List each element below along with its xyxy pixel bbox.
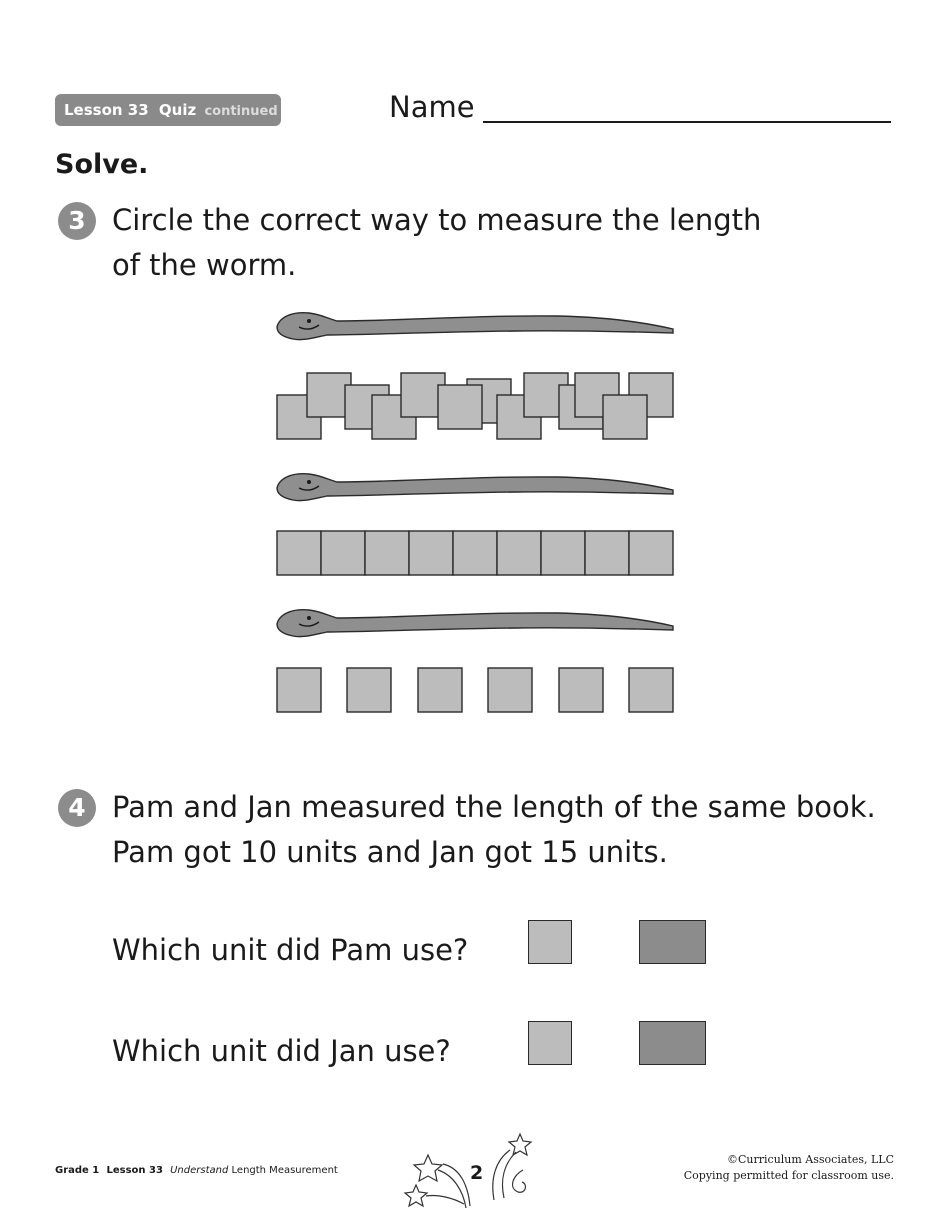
ask-jan: Which unit did Jan use? [112, 1034, 451, 1068]
unit-square [629, 668, 673, 712]
copyright-line: ©Curriculum Associates, LLC [727, 1153, 894, 1166]
choice-c-spaced-units[interactable] [277, 610, 673, 712]
choice-b-end-to-end-units[interactable] [277, 474, 673, 575]
quiz-label: Quiz [158, 101, 197, 119]
unit-square [277, 531, 321, 575]
unit-square [559, 668, 603, 712]
continued-label: continued [204, 104, 278, 119]
unit-square [409, 531, 453, 575]
question-4-line-2: Pam got 10 units and Jan got 15 units. [112, 835, 668, 869]
question-3-line-1: Circle the correct way to measure the length [112, 203, 762, 237]
pam-big-unit-choice[interactable] [639, 920, 706, 964]
question-3-line-2: of the worm. [112, 248, 297, 282]
name-label: Name [389, 90, 475, 124]
footer-topic: Length Measurement [231, 1165, 338, 1176]
unit-square [365, 531, 409, 575]
question-number-4: 4 [58, 789, 96, 827]
unit-square [418, 668, 462, 712]
shooting-stars-icon [398, 1130, 538, 1214]
worm-b [277, 474, 673, 501]
page-number: 2 [470, 1162, 484, 1184]
footer-lesson-info [55, 1165, 338, 1176]
worm-a [277, 313, 673, 340]
unit-square [277, 668, 321, 712]
choice-a-messy-units[interactable] [277, 313, 673, 439]
unit-square [541, 531, 585, 575]
pam-small-unit-choice[interactable] [528, 920, 572, 964]
lesson-label: Lesson 33 [64, 101, 149, 119]
question-4-line-1: Pam and Jan measured the length of the same book. [112, 790, 876, 824]
footer-lesson: Lesson 33 [106, 1165, 163, 1176]
unit-square [629, 531, 673, 575]
jan-small-unit-choice[interactable] [528, 1021, 572, 1065]
unit-square [585, 531, 629, 575]
unit-square [603, 395, 647, 439]
question-4-text [112, 785, 876, 875]
copyright-notice [684, 1152, 894, 1184]
footer-understand: Understand [170, 1165, 229, 1176]
jan-big-unit-choice[interactable] [639, 1021, 706, 1065]
instructions-heading: Solve. [55, 149, 149, 180]
unit-square [488, 668, 532, 712]
unit-square [321, 531, 365, 575]
question-number-3: 3 [58, 202, 96, 240]
ask-pam: Which unit did Pam use? [112, 933, 469, 967]
unit-square [497, 531, 541, 575]
unit-square [453, 531, 497, 575]
unit-square [347, 668, 391, 712]
worm-c [277, 610, 673, 637]
unit-square [438, 385, 482, 429]
permission-line: Copying permitted for classroom use. [683, 1169, 894, 1182]
footer-grade: Grade 1 [55, 1165, 100, 1176]
